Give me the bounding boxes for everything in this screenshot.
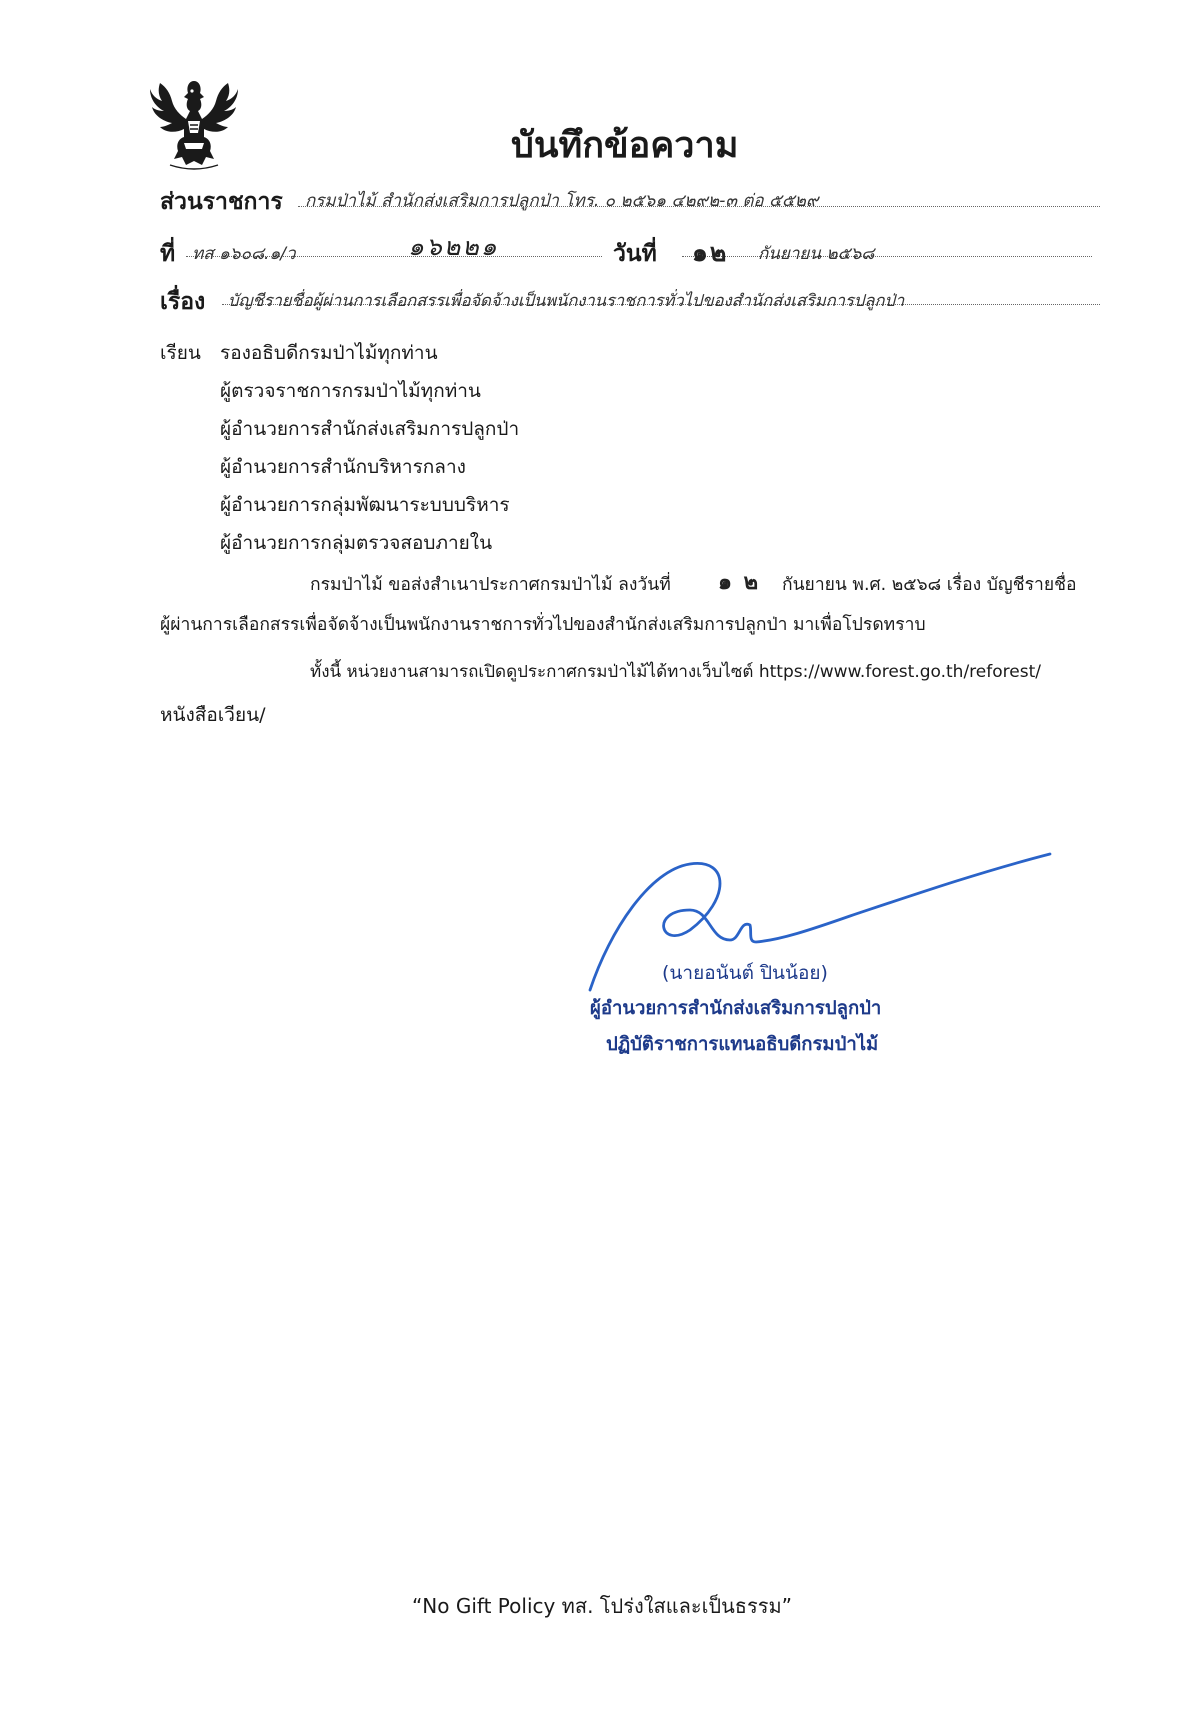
recipient-2: ผู้ตรวจราชการกรมป่าไม้ทุกท่าน bbox=[220, 380, 481, 402]
garuda-emblem-icon bbox=[148, 75, 240, 173]
subject-value: บัญชีรายชื่อผู้ผ่านการเลือกสรรเพื่อจัดจ้างเป็นพนักงานราชการทั่วไปของสำนักส่งเสริมการปลูกป่า bbox=[228, 291, 905, 310]
salutation-label: เรียน bbox=[160, 342, 201, 364]
signer-position-2: ปฏิบัติราชการแทนอธิบดีกรมป่าไม้ bbox=[606, 1034, 879, 1055]
recipient-3: ผู้อำนวยการสำนักส่งเสริมการปลูกป่า bbox=[220, 418, 520, 440]
body-p2-line1: ทั้งนี้ หน่วยงานสามารถเปิดดูประกาศกรมป่าไม้ได้ทางเว็บไซต์ https://www.forest.go.th/reforest/ bbox=[310, 662, 1041, 682]
date-dotted-line bbox=[682, 256, 1092, 257]
body-p2-line2: หนังสือเวียน/ bbox=[160, 704, 266, 726]
number-label: ที่ bbox=[160, 241, 176, 267]
recipient-5: ผู้อำนวยการกลุ่มพัฒนาระบบบริหาร bbox=[220, 494, 510, 516]
signer-position-1: ผู้อำนวยการสำนักส่งเสริมการปลูกป่า bbox=[590, 998, 882, 1019]
recipient-4: ผู้อำนวยการสำนักบริหารกลาง bbox=[220, 456, 466, 478]
date-day: ๑๒ bbox=[692, 238, 729, 267]
body-p1-day: ๑ ๒ bbox=[718, 570, 761, 595]
body-p1-line1-a: กรมป่าไม้ ขอส่งสำเนาประกาศกรมป่าไม้ ลงวันที่ bbox=[310, 575, 671, 595]
subject-label: เรื่อง bbox=[160, 289, 206, 315]
recipient-6: ผู้อำนวยการกลุ่มตรวจสอบภายใน bbox=[220, 532, 493, 554]
number-handwritten: ๑๖๒๒๑ bbox=[408, 232, 499, 261]
body-p1-line1-b: กันยายน พ.ศ. ๒๕๖๘ เรื่อง บัญชีรายชื่อ bbox=[782, 575, 1077, 595]
section-value: กรมป่าไม้ สำนักส่งเสริมการปลูกป่า โทร. ๐ ๒๕๖๑ ๔๒๙๒-๓ ต่อ ๕๕๒๙ bbox=[305, 191, 819, 211]
no-gift-policy-footer: “No Gift Policy ทส. โปร่งใสและเป็นธรรม” bbox=[411, 1594, 793, 1618]
date-value: กันยายน ๒๕๖๘ bbox=[758, 244, 875, 264]
body-p1-line2: ผู้ผ่านการเลือกสรรเพื่อจัดจ้างเป็นพนักงานราชการทั่วไปของสำนักส่งเสริมการปลูกป่า มาเพื่อโปรดทราบ bbox=[160, 615, 926, 635]
number-value: ทส ๑๖๐๘.๑/ว bbox=[192, 244, 296, 264]
section-label: ส่วนราชการ bbox=[160, 189, 283, 215]
date-label: วันที่ bbox=[613, 241, 657, 267]
recipient-1: รองอธิบดีกรมป่าไม้ทุกท่าน bbox=[220, 342, 438, 364]
signer-name: (นายอนันต์ ปินน้อย) bbox=[662, 962, 828, 984]
memo-title: บันทึกข้อความ bbox=[511, 125, 739, 166]
